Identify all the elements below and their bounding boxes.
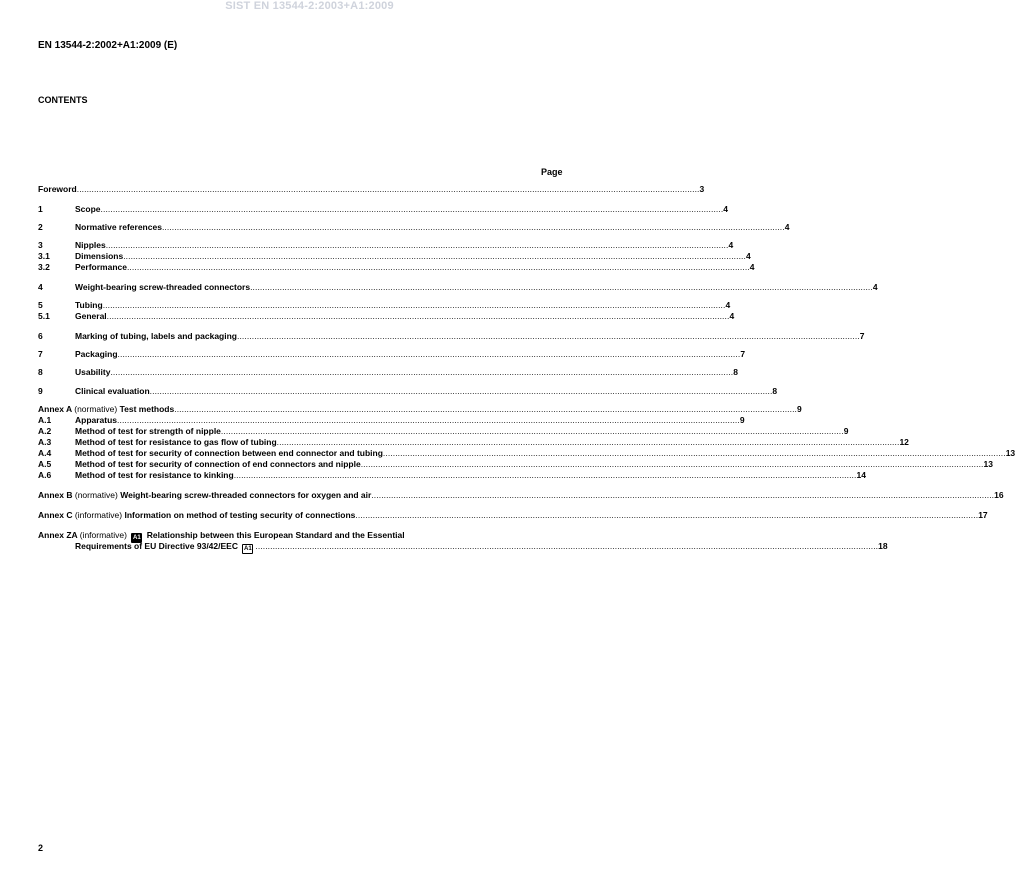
toc-annex-c[interactable] xyxy=(38,510,988,521)
watermark: SIST EN 13544-2:2003+A1:2009 xyxy=(225,0,394,12)
toc-title: Method of test for resistance to gas flow of tubing xyxy=(75,437,277,447)
annex-type: (informative) xyxy=(74,510,123,520)
toc-number: A.2 xyxy=(38,426,52,436)
toc-title: Weight-bearing screw-threaded connectors xyxy=(75,282,251,292)
toc-page: 16 xyxy=(994,490,1004,500)
toc-entry[interactable] xyxy=(38,415,745,426)
toc-title-line1: Relationship between this European Standard and the Essential xyxy=(146,530,405,540)
toc-number: 3.1 xyxy=(38,251,50,261)
leader-dots xyxy=(117,415,740,426)
toc-page: 17 xyxy=(978,510,988,520)
toc-number: 9 xyxy=(38,386,43,396)
page-column-label: Page xyxy=(541,167,563,177)
toc-page: 4 xyxy=(745,251,751,261)
annex-label: Annex C xyxy=(38,510,73,520)
toc-page: 4 xyxy=(749,262,755,272)
toc-title: Foreword xyxy=(38,184,77,194)
toc-number: 4 xyxy=(38,282,43,292)
leader-dots xyxy=(150,386,773,397)
toc-page: 12 xyxy=(899,437,909,447)
page-number: 2 xyxy=(38,843,44,853)
annex-label: Annex ZA xyxy=(38,530,78,540)
document-id: EN 13544-2:2002+A1:2009 (E) xyxy=(38,40,178,51)
toc-number: A.6 xyxy=(38,470,52,480)
leader-dots xyxy=(221,426,844,437)
toc-page: 8 xyxy=(772,386,778,396)
toc-page: 4 xyxy=(723,204,729,214)
leader-dots xyxy=(107,311,730,322)
toc-page: 7 xyxy=(859,331,865,341)
toc-title: Dimensions xyxy=(75,251,124,261)
annex-label: Annex A xyxy=(38,404,72,414)
toc-number: 5 xyxy=(38,300,43,310)
leader-dots xyxy=(255,541,878,552)
toc-entry[interactable] xyxy=(38,448,1015,459)
toc-number: 6 xyxy=(38,331,43,341)
toc-page: 9 xyxy=(739,415,745,425)
toc-title: Apparatus xyxy=(75,415,118,425)
toc-number: 2 xyxy=(38,222,43,232)
toc-entry[interactable] xyxy=(38,349,746,360)
toc-number: 8 xyxy=(38,367,43,377)
toc-title: Normative references xyxy=(75,222,162,232)
leader-dots xyxy=(371,490,994,501)
toc-title: Tubing xyxy=(75,300,103,310)
toc-number: 1 xyxy=(38,204,43,214)
toc-title: Weight-bearing screw-threaded connectors for oxygen and air xyxy=(120,490,372,500)
toc-number: A.4 xyxy=(38,448,52,458)
annex-type: (informative) xyxy=(79,530,127,540)
toc-page: 4 xyxy=(725,300,731,310)
toc-entry[interactable] xyxy=(38,367,738,378)
leader-dots xyxy=(174,404,797,415)
toc-entry[interactable] xyxy=(38,386,778,397)
toc-page: 4 xyxy=(872,282,878,292)
toc-number: A.1 xyxy=(38,415,52,425)
toc-number: 3 xyxy=(38,240,43,250)
toc-entry[interactable] xyxy=(38,251,751,262)
toc-title: Packaging xyxy=(75,349,118,359)
toc-title: Performance xyxy=(75,262,127,272)
toc-title: General xyxy=(75,311,107,321)
toc-entry[interactable] xyxy=(38,240,734,251)
leader-dots xyxy=(106,240,729,251)
leader-dots xyxy=(77,184,700,195)
leader-dots xyxy=(383,448,1006,459)
toc-page: 18 xyxy=(878,541,888,551)
annex-label: Annex B xyxy=(38,490,73,500)
leader-dots xyxy=(355,510,978,521)
toc-entry[interactable] xyxy=(38,300,731,311)
toc-title: Nipples xyxy=(75,240,106,250)
amendment-start-marker-icon: A1 xyxy=(133,535,141,541)
toc-page: 4 xyxy=(784,222,790,232)
annex-type: (normative) xyxy=(74,404,118,414)
toc-entry[interactable] xyxy=(38,426,849,437)
toc-page: 14 xyxy=(856,470,866,480)
leader-dots xyxy=(127,262,750,273)
leader-dots xyxy=(110,367,733,378)
toc-number: 5.1 xyxy=(38,311,50,321)
toc-page: 9 xyxy=(797,404,802,414)
contents-title: CONTENTS xyxy=(38,95,88,105)
leader-dots xyxy=(250,282,873,293)
toc-foreword[interactable] xyxy=(38,184,705,195)
leader-dots xyxy=(361,459,984,470)
leader-dots xyxy=(123,251,746,262)
toc-entry[interactable] xyxy=(38,262,755,273)
toc-title: Marking of tubing, labels and packaging xyxy=(75,331,237,341)
toc-entry[interactable] xyxy=(38,204,729,215)
toc-title: Method of test for strength of nipple xyxy=(75,426,221,436)
annex-type: (normative) xyxy=(74,490,118,500)
toc-title: Clinical evaluation xyxy=(75,386,150,396)
leader-dots xyxy=(118,349,741,360)
toc-title: Scope xyxy=(75,204,101,214)
toc-title: Method of test for resistance to kinking xyxy=(75,470,234,480)
leader-dots xyxy=(234,470,857,481)
toc-page: 4 xyxy=(728,240,734,250)
toc-page: 13 xyxy=(1005,448,1015,458)
leader-dots xyxy=(101,204,724,215)
toc-page: 13 xyxy=(983,459,993,469)
toc-page: 9 xyxy=(843,426,849,436)
toc-page: 7 xyxy=(740,349,746,359)
leader-dots xyxy=(162,222,785,233)
toc-title: Usability xyxy=(75,367,111,377)
toc-number: 3.2 xyxy=(38,262,50,272)
leader-dots xyxy=(103,300,726,311)
toc-page: 4 xyxy=(729,311,735,321)
toc-entry[interactable] xyxy=(38,311,735,322)
toc-entry[interactable] xyxy=(38,459,993,470)
toc-number: A.3 xyxy=(38,437,52,447)
toc-title: Method of test for security of connection between end connector and tubing xyxy=(75,448,383,458)
toc-annex-b[interactable] xyxy=(38,490,1004,501)
toc-entry[interactable] xyxy=(38,222,790,233)
leader-dots xyxy=(237,331,860,342)
toc-title: Method of test for security of connection of end connectors and nipple xyxy=(75,459,361,469)
toc-number: A.5 xyxy=(38,459,52,469)
toc-entry[interactable] xyxy=(38,282,878,293)
toc-entry[interactable] xyxy=(38,470,866,481)
toc-annex-za-continued[interactable] xyxy=(75,541,888,552)
leader-dots xyxy=(277,437,900,448)
toc-entry[interactable] xyxy=(38,437,909,448)
toc-number: 7 xyxy=(38,349,43,359)
toc-annex-a[interactable] xyxy=(38,404,802,415)
toc-page: 8 xyxy=(733,367,738,377)
toc-annex-za[interactable] xyxy=(38,530,570,541)
toc-title: Information on method of testing security of connections xyxy=(124,510,356,520)
amendment-end-marker-icon: A1 xyxy=(244,546,252,552)
toc-title: Test methods xyxy=(119,404,175,414)
toc-page: 3 xyxy=(699,184,705,194)
toc-title-line2: Requirements of EU Directive 93/42/EEC xyxy=(75,541,238,551)
toc-entry[interactable] xyxy=(38,331,865,342)
